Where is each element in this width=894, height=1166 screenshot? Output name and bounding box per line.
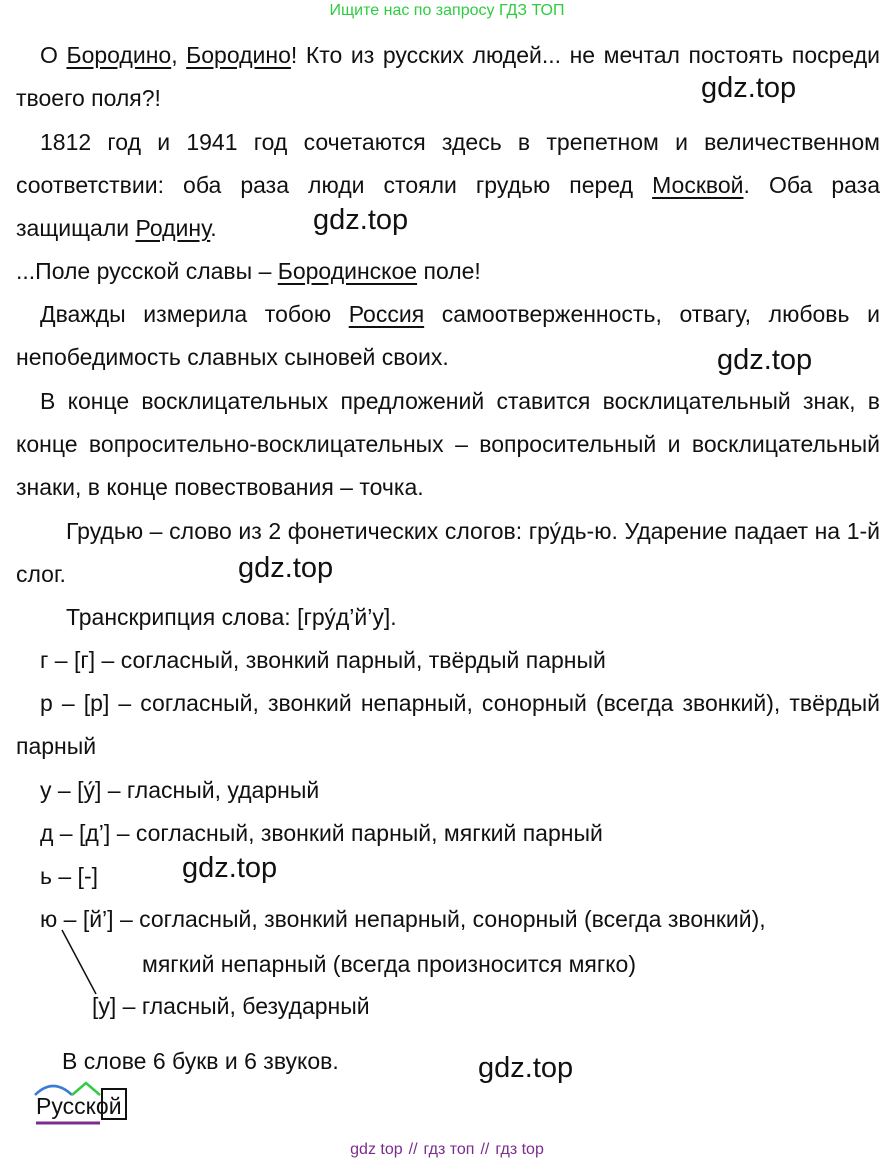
footer-separator: // (408, 1141, 418, 1158)
underlined-word: Родину (135, 215, 211, 241)
paragraph-4: Дважды измерила тобою Россия самоотверженность, отвагу, любовь и непобедимость славных сыновей своих. (16, 301, 880, 370)
sound-analysis-u: у – [у́] – гласный, ударный (40, 777, 320, 803)
underlined-word: Бородинское (277, 258, 418, 284)
underlined-word: Бородино (186, 42, 291, 68)
letters-sounds-summary: В слове 6 букв и 6 звуков. (62, 1048, 339, 1074)
morphemic-analysis (34, 1078, 144, 1130)
paragraph-6: Грудью – слово из 2 фонетических слогов: гру́дь-ю. Ударение падает на 1-й слог. (16, 518, 880, 587)
branch-line (60, 928, 100, 998)
paragraph-1: О Бородино, Бородино! Кто из русских людей... не мечтал постоять посреди твоего поля?! (16, 42, 880, 111)
morpheme-word: Русской (36, 1093, 122, 1119)
sound-analysis-soft-sign: ь – [-] (40, 863, 98, 889)
paragraph-3: ...Поле русской славы – Бородинское поле! (16, 258, 481, 284)
sound-analysis-g: г – [г] – согласный, звонкий парный, твёрдый парный (40, 647, 606, 673)
watermark: gdz.top (717, 344, 813, 376)
sound-analysis-u-unstressed: [у] – гласный, безударный (92, 993, 370, 1019)
paragraph-2: 1812 год и 1941 год сочетаются здесь в трепетном и величественном соответствии: оба раза люди стояли грудью перед Москвой. Оба раза защищали Родину. (16, 129, 880, 241)
footer (0, 1141, 894, 1159)
underlined-word: Бородино (66, 42, 172, 68)
sound-analysis-yu: ю – [й’] – согласный, звонкий непарный, сонорный (всегда звонкий), (40, 906, 766, 932)
footer-link-3[interactable]: гдз top (495, 1141, 544, 1158)
branch-stroke (62, 930, 96, 994)
watermark: gdz.top (182, 852, 278, 884)
ending-box (101, 1088, 127, 1120)
sound-analysis-r: р – [р] – согласный, звонкий непарный, сонорный (всегда звонкий), твёрдый парный (16, 690, 880, 759)
transcription-line: Транскрипция слова: [гру́д’й’у]. (66, 604, 397, 630)
paragraph-5: В конце восклицательных предложений ставится восклицательный знак, в конце вопросительно-восклицательных – вопросительный и восклицательный знаки, в конце повествования – точка. (16, 388, 880, 500)
watermark: gdz.top (701, 72, 797, 104)
search-hint-header: Ищите нас по запросу ГДЗ ТОП (329, 2, 565, 19)
watermark: gdz.top (238, 552, 334, 584)
underlined-word: Россия (348, 301, 425, 327)
footer-link-2[interactable]: гдз топ (423, 1141, 475, 1158)
sound-analysis-d: д – [д’] – согласный, звонкий парный, мягкий парный (40, 820, 603, 846)
footer-separator: // (480, 1141, 490, 1158)
sound-analysis-yu-continued: мягкий непарный (всегда произносится мягко) (142, 951, 636, 977)
watermark: gdz.top (478, 1052, 574, 1084)
footer-link-1[interactable]: gdz top (350, 1141, 403, 1158)
underlined-word: Москвой (652, 172, 744, 198)
watermark: gdz.top (313, 204, 409, 236)
